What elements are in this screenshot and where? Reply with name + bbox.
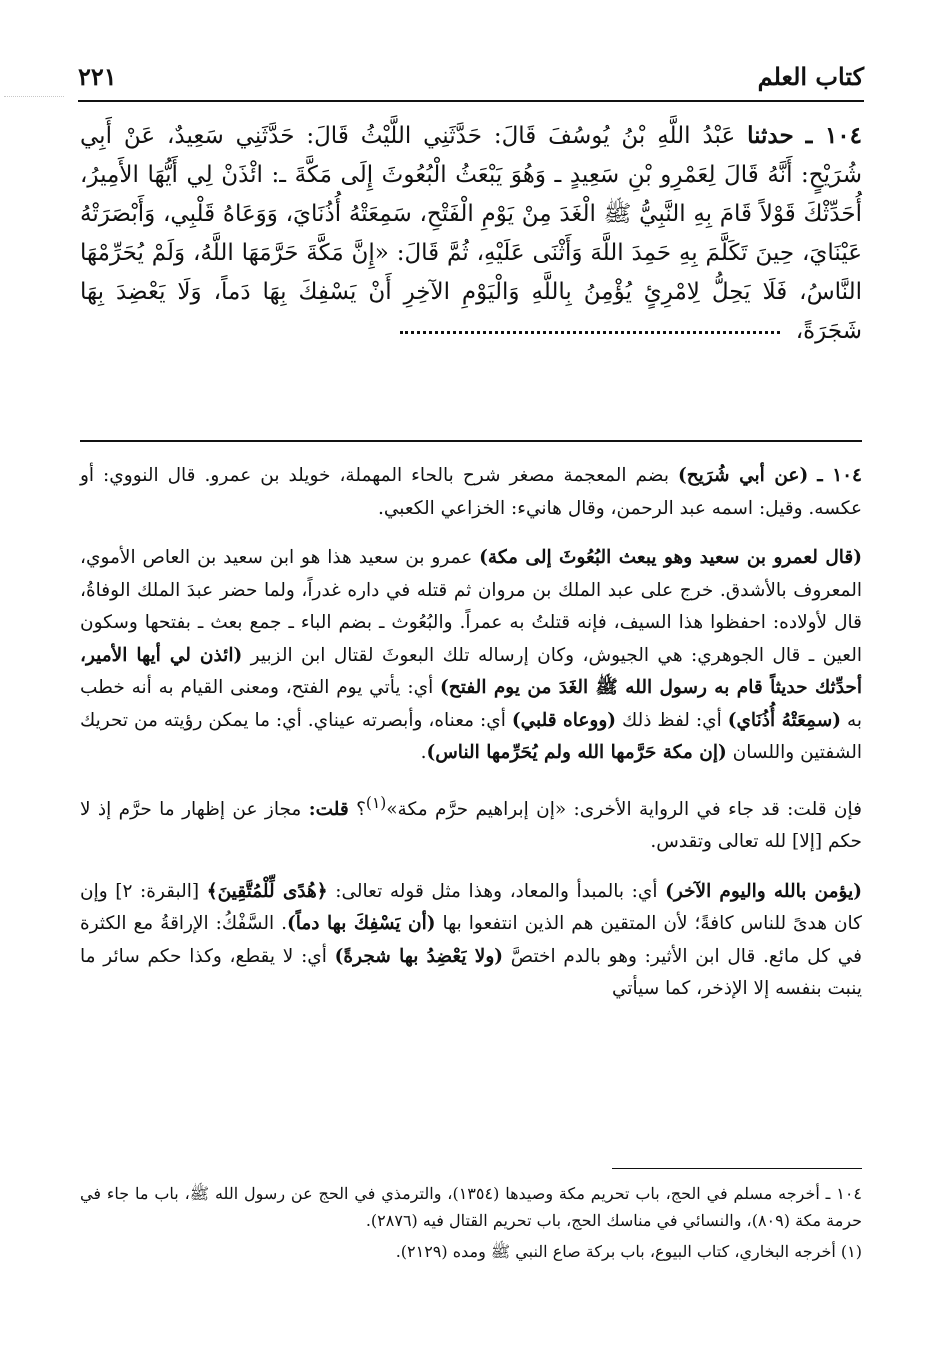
commentary-text: . bbox=[420, 742, 427, 763]
section-divider bbox=[80, 440, 862, 442]
commentary-heading: قلت: bbox=[308, 798, 349, 820]
commentary-paragraph bbox=[80, 787, 862, 859]
commentary-heading: (ولا يَعْضِدُ بها شجرةً) bbox=[334, 945, 504, 967]
commentary-heading: (عن أبي شُرَيح) bbox=[677, 465, 809, 486]
hadith-text bbox=[80, 116, 862, 351]
page-header bbox=[78, 62, 864, 98]
commentary-paragraph bbox=[80, 542, 862, 770]
commentary-heading: (قال لعمرو بن سعيد وهو يبعث البُعُوثَ إلى مكة) bbox=[479, 547, 863, 568]
footnotes bbox=[80, 1180, 862, 1269]
footnote: ١٠٤ ـ أخرجه مسلم في الحج، باب تحريم مكة وصيدها (١٣٥٤)، والترمذي في الحج عن رسول الله ﷺ، باب ما جاء في حرمة مكة (٨٠٩)، والنسائي في مناسك الحج، باب تحريم القتال فيه (٢٨٧٦). bbox=[80, 1184, 862, 1230]
footnote-divider bbox=[612, 1168, 862, 1169]
scan-artifact bbox=[4, 96, 64, 103]
hadith-body: عَبْدُ اللَّهِ بْنُ يُوسُفَ قَالَ: حَدَّثَنِي اللَّيْثُ قَالَ: حَدَّثَنِي سَعِيدٌ، عَنْ أَبِي شُرَيْحٍ: أَنَّهُ قَالَ لِعَمْرِو بْنِ سَعِيدٍ ـ وَهُوَ يَبْعَثُ الْبُعُوثَ إِلَى مَكَّةَ ـ: ائْذَنْ لِي أَيُّهَا الأَمِيرُ، أُحَدِّثْكَ قَوْلاً قَامَ بِهِ النَّبِيُّ ﷺ الْغَدَ مِنْ يَوْمِ الْفَتْحِ، سَمِعَتْهُ أُذُنَايَ، وَوَعَاهُ قَلْبِي، وَأَبْصَرَتْهُ عَيْنَايَ، حِينَ تَكَلَّمَ بِهِ حَمِدَ اللَّهَ وَأَثْنَى عَلَيْهِ، ثُمَّ قَالَ: «إِنَّ مَكَّةَ حَرَّمَهَا اللَّهُ، وَلَمْ يُحَرِّمْهَا النَّاسُ، فَلَا يَحِلُّ لِامْرِئٍ يُؤْمِنُ بِاللَّهِ وَالْيَوْمِ الآخِرِ أَنْ يَسْفِكَ بِهَا دَماً، وَلَا يَعْضِدَ بِهَا شَجَرَةً، bbox=[80, 123, 862, 344]
commentary-heading: (ائذن لي أيها الأمير، أحدِّثك حديثاً قام به رسول الله ﷺ الغَدَ من يوم الفتح) bbox=[80, 644, 862, 698]
commentary-heading: (ووعاه قلبي) bbox=[511, 709, 617, 731]
quran-quote: ﴿هُدًى لِّلْمُتَّقِينَ﴾ bbox=[206, 880, 328, 902]
commentary-paragraph bbox=[80, 876, 862, 1006]
commentary-text: أي: بالمبدأ والمعاد، وهذا مثل قوله تعالى: bbox=[335, 880, 658, 902]
commentary-heading: (إن مكة حَرَّمها الله ولم يُحَرِّمها الناس) bbox=[426, 742, 727, 763]
commentary-text: مجاز عن إظهار ما حرَّم إذ لا حكم [إلا] لله تعالى وتقدس. bbox=[80, 798, 862, 853]
commentary-heading: (أن يَسْفِكَ بها دماً) bbox=[286, 913, 436, 935]
book-title: كتاب العلم bbox=[757, 62, 864, 91]
commentary-text: ؟ bbox=[356, 798, 366, 820]
commentary-text: . السَّفْكُ: الإراقةُ مع الكثرة في كل مائع. قال ابن الأثير: وهو بالدم اختصَّ bbox=[80, 913, 862, 967]
commentary-heading: (يؤمن بالله واليوم الآخر) bbox=[665, 880, 862, 902]
header-divider bbox=[78, 100, 864, 102]
commentary-text: أي: يأتي يوم الفتح، ومعنى القيام به أنه خطب به bbox=[80, 677, 863, 731]
commentary-number: ١٠٤ ـ bbox=[817, 465, 862, 486]
continuation-dots bbox=[400, 331, 780, 334]
commentary-text: أي: معناه، وأبصرته عيناي. أي: ما يمكن رؤيته من تحريك الشفتين واللسان bbox=[80, 709, 862, 763]
commentary-paragraph bbox=[80, 460, 862, 525]
hadith-number: ١٠٤ ـ bbox=[805, 122, 862, 149]
hadith-lead: حدثنا bbox=[747, 122, 794, 149]
page-number: ٢٢١ bbox=[78, 62, 117, 91]
commentary bbox=[80, 460, 862, 1023]
footnote: (١) أخرجه البخاري، كتاب البيوع، باب بركة صاع النبي ﷺ ومده (٢١٢٩). bbox=[395, 1242, 862, 1261]
commentary-text: بضم المعجمة مصغر شرح بالحاء المهملة، خويلد بن عمرو. قال النووي: أو عكسه. وقيل: اسمه عبد الرحمن، وقال هانيء: الخزاعي الكعبي. bbox=[80, 465, 862, 519]
commentary-text: أي: لفظ ذلك bbox=[621, 709, 722, 731]
commentary-text: [البقرة: ٢] وإن كان هدىً للناس كافةً؛ لأن المتقين هم الذين انتفعوا بها bbox=[80, 880, 862, 935]
commentary-heading: (سمِعَتْهُ أُذُنَاي) bbox=[727, 709, 841, 731]
commentary-text: أي: لا يقطع، وكذا حكم سائر ما ينبت بنفسه إلا الإذخر، كما سيأتي bbox=[80, 945, 862, 1000]
footnote-reference[interactable]: (١) bbox=[365, 793, 387, 812]
commentary-text: عمرو بن سعيد هذا هو ابن سعيد بن العاص الأموي، المعروف بالأشدق. خرج على عبد الملك بن مروان ثم قتله في داره غدراً، ولما حضر عبدَ الملك الوفاةُ، قال لأولاده: احفظوا هذا السيف، فإنه قتلتُ به عمراً. والبُعُوث ـ بضم الباء ـ جمع بعث ـ بفتحها وسكون العين ـ قال الجوهري: هي الجيوش، وكان إرساله تلك البعوثَ لقتال ابن الزبير bbox=[80, 547, 863, 666]
commentary-text: فإن قلت: قد جاء في الرواية الأخرى: «إن إبراهيم حرَّم مكة» bbox=[386, 798, 862, 820]
